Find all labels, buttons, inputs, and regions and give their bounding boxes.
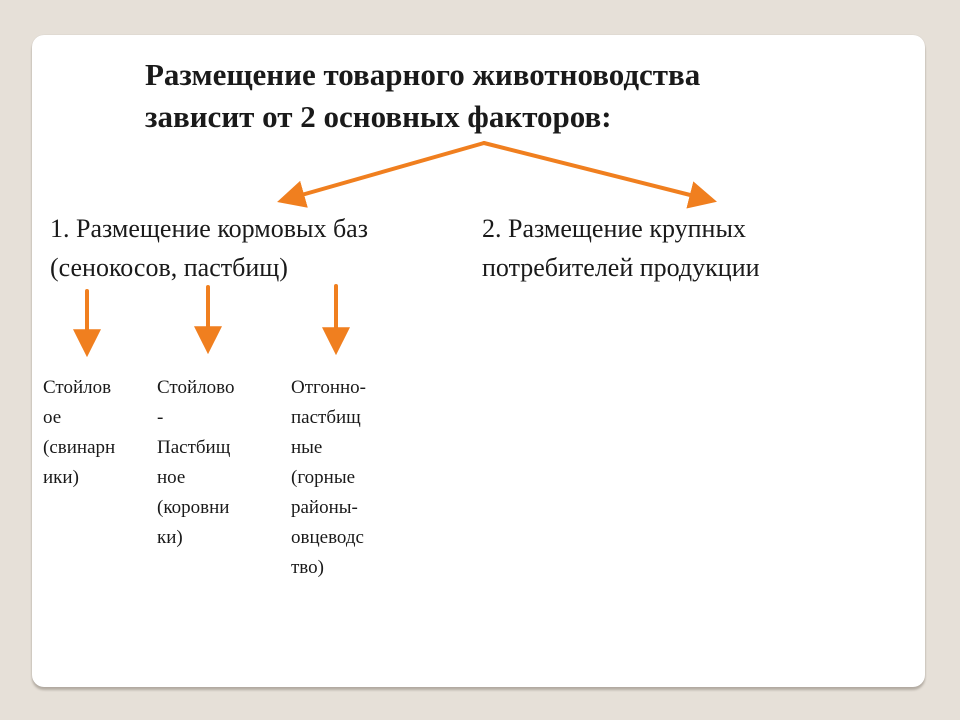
subtype-3-line: пастбищ bbox=[291, 407, 361, 428]
subtype-3-line: (горные bbox=[291, 467, 356, 488]
factor-1-line-1: 1. Размещение кормовых баз bbox=[50, 214, 368, 243]
factor-1-line-2: (сенокосов, пастбищ) bbox=[50, 253, 288, 282]
subtype-3-line: тво) bbox=[291, 557, 324, 578]
subtype-1-line: Стойлов bbox=[43, 377, 112, 398]
subtype-1-line: ое bbox=[43, 407, 62, 428]
arrow-to-factor-2 bbox=[484, 143, 710, 200]
subtype-2-line: ное bbox=[157, 467, 186, 488]
factor-2-line-2: потребителей продукции bbox=[482, 253, 760, 282]
subtype-1-line: (свинарн bbox=[43, 437, 116, 458]
subtype-3-line: Отгонно- bbox=[291, 377, 367, 398]
title-line-1: Размещение товарного животноводства bbox=[145, 57, 701, 92]
subtype-3-line: ные bbox=[291, 437, 323, 458]
arrow-to-factor-1 bbox=[284, 143, 484, 200]
subtype-2-line: (коровни bbox=[157, 497, 230, 518]
subtype-1-line: ики) bbox=[43, 467, 79, 488]
title-line-2: зависит от 2 основных факторов: bbox=[145, 99, 612, 134]
subtype-2-line: - bbox=[157, 407, 164, 428]
subtype-3-line: районы- bbox=[291, 497, 358, 518]
subtype-3-line: овцеводс bbox=[291, 527, 364, 548]
factor-2-line-1: 2. Размещение крупных bbox=[482, 214, 746, 243]
subtype-2-line: Стойлово bbox=[157, 377, 235, 398]
subtype-2-line: ки) bbox=[157, 527, 183, 548]
subtype-2-line: Пастбищ bbox=[157, 437, 231, 458]
